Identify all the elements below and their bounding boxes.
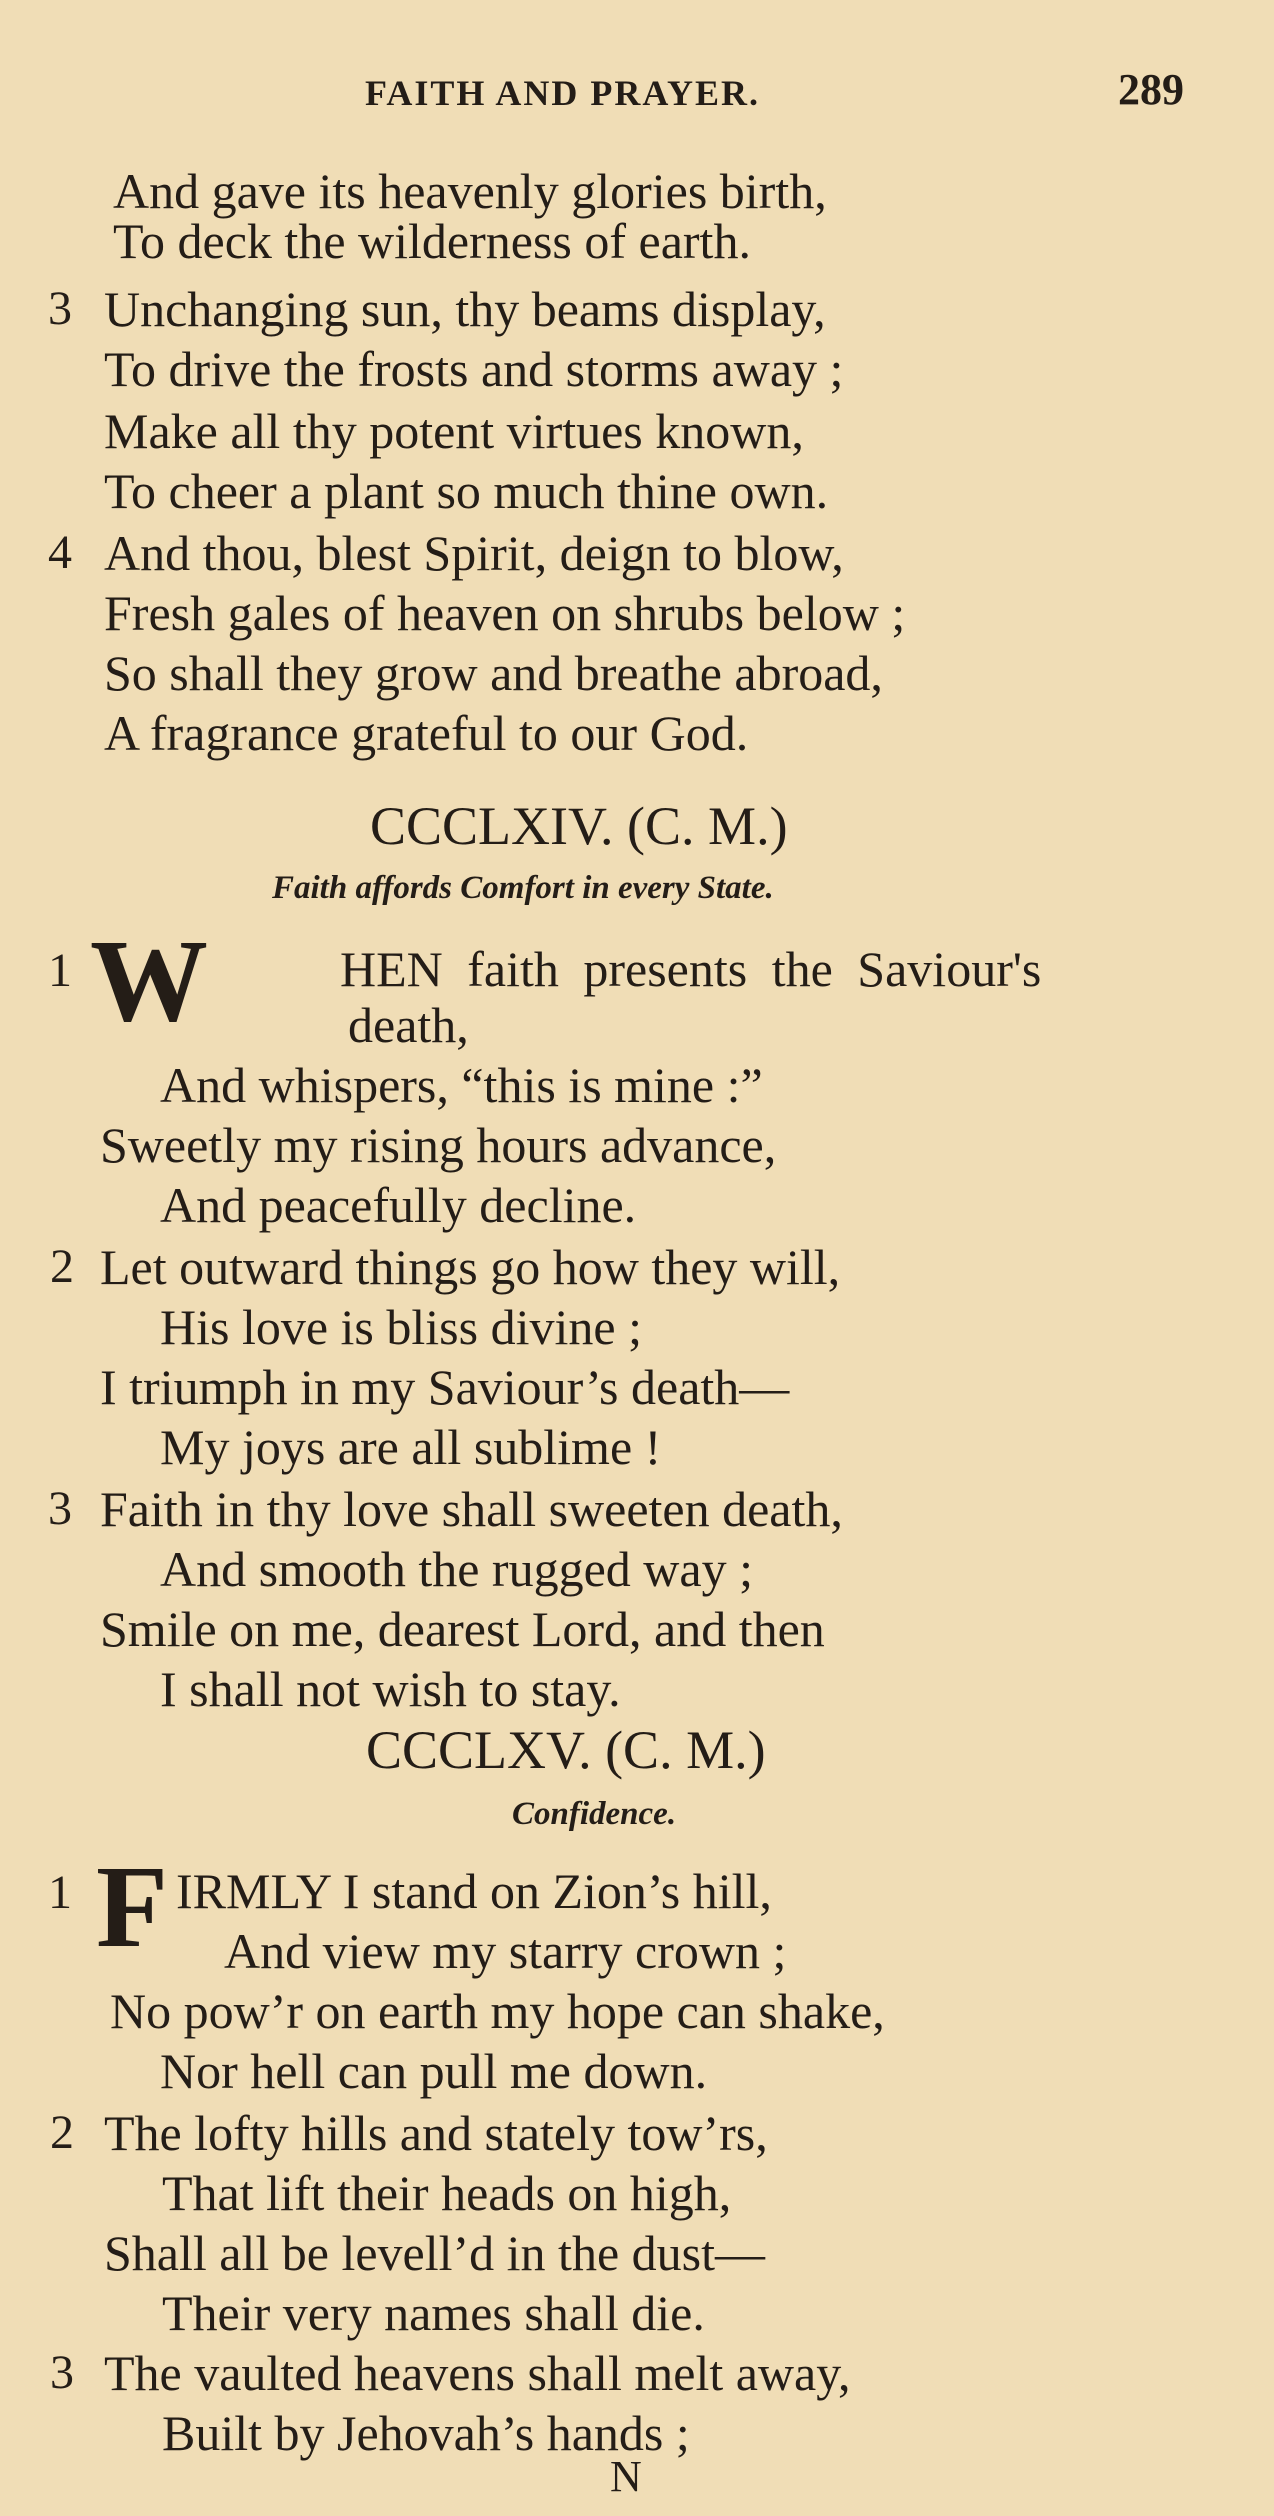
- verse-line: Built by Jehovah’s hands ;: [162, 2405, 690, 2461]
- drop-cap: F: [96, 1841, 169, 1972]
- verse-line: The vaulted heavens shall melt away,: [104, 2345, 851, 2401]
- verse-line: And view my starry crown ;: [224, 1923, 787, 1979]
- verse-line: Their very names shall die.: [162, 2285, 705, 2341]
- verse-line: HEN faith presents the Saviour's: [340, 941, 1042, 997]
- hymn-subtitle: Faith affords Comfort in every State.: [272, 870, 774, 906]
- verse-line: I shall not wish to stay.: [160, 1661, 621, 1717]
- stanza-number: 3: [48, 1482, 72, 1535]
- verse-line: No pow’r on earth my hope can shake,: [110, 1983, 885, 2039]
- stanza-number: 2: [50, 2106, 74, 2159]
- verse-line: And thou, blest Spirit, deign to blow,: [104, 525, 844, 581]
- verse-line: And smooth the rugged way ;: [160, 1541, 753, 1597]
- stanza-number: 3: [48, 282, 72, 335]
- stanza-number: 4: [48, 526, 72, 579]
- verse-line: Fresh gales of heaven on shrubs below ;: [104, 585, 906, 641]
- verse-line: To cheer a plant so much thine own.: [104, 463, 829, 519]
- verse-line: Nor hell can pull me down.: [160, 2043, 708, 2099]
- stanza-number: 1: [48, 1866, 72, 1919]
- verse-line: A fragrance grateful to our God.: [104, 705, 749, 761]
- verse-line: And gave its heavenly glories birth,: [113, 163, 827, 219]
- verse-line: Make all thy potent virtues known,: [104, 403, 804, 459]
- verse-line: My joys are all sublime !: [160, 1419, 662, 1475]
- verse-line: Smile on me, dearest Lord, and then: [100, 1601, 825, 1657]
- verse-line: Unchanging sun, thy beams display,: [104, 281, 826, 337]
- hymn-title: CCCLXV. (C. M.): [366, 1720, 766, 1780]
- running-header: FAITH AND PRAYER.: [365, 73, 761, 113]
- verse-line: So shall they grow and breathe abroad,: [104, 645, 883, 701]
- verse-line: And whispers, “this is mine :”: [160, 1057, 763, 1113]
- verse-line: To drive the frosts and storms away ;: [104, 341, 844, 397]
- verse-line: To deck the wilderness of earth.: [113, 213, 751, 269]
- hymn-subtitle: Confidence.: [512, 1796, 677, 1832]
- verse-line: That lift their heads on high,: [162, 2165, 732, 2221]
- stanza-number: 3: [50, 2346, 74, 2399]
- verse-line: Shall all be levell’d in the dust—: [104, 2225, 765, 2281]
- hymn-title: CCCLXIV. (C. M.): [370, 796, 788, 856]
- verse-line: Sweetly my rising hours advance,: [100, 1117, 777, 1173]
- drop-cap: W: [90, 915, 208, 1046]
- stanza-number: 2: [50, 1240, 74, 1293]
- verse-line: The lofty hills and stately tow’rs,: [104, 2105, 768, 2161]
- verse-line: And peacefully decline.: [160, 1177, 637, 1233]
- verse-line: IRMLY I stand on Zion’s hill,: [176, 1863, 772, 1919]
- verse-line: death,: [348, 997, 469, 1053]
- signature-mark: N: [610, 2452, 642, 2501]
- page-number: 289: [1118, 65, 1184, 114]
- verse-line: Let outward things go how they will,: [100, 1239, 841, 1295]
- verse-line: I triumph in my Saviour’s death—: [100, 1359, 790, 1415]
- verse-line: His love is bliss divine ;: [160, 1299, 642, 1355]
- verse-line: Faith in thy love shall sweeten death,: [100, 1481, 843, 1537]
- stanza-number: 1: [48, 944, 72, 997]
